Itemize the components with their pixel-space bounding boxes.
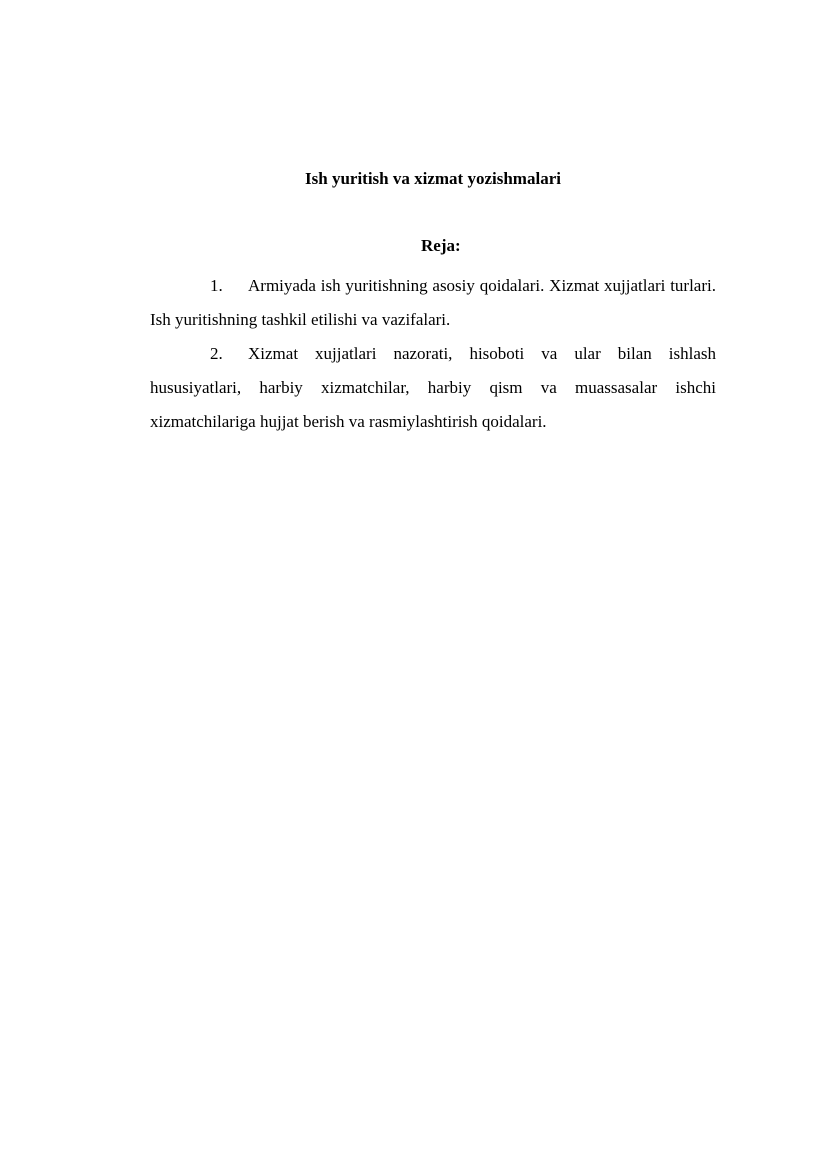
- plan-list: [150, 269, 716, 439]
- plan-item-text: Armiyada ish yuritishning asosiy qoidalari. Xizmat xujjatlari turlari. Ish yuritishning tashkil etilishi va vazifalari.: [150, 276, 716, 329]
- plan-item-1: [150, 269, 716, 337]
- plan-heading: Reja:: [421, 236, 461, 255]
- plan-item-2: [150, 337, 716, 439]
- plan-item-number: 1.: [210, 276, 223, 295]
- plan-item-text: Xizmat xujjatlari nazorati, hisoboti va ular bilan ishlash hususiyatlari, harbiy xizmatchilar, harbiy qism va muassasalar ishchi xizmatchilariga hujjat berish va rasmiylashtirish qoidalari.: [150, 344, 716, 431]
- plan-item-number: 2.: [210, 344, 223, 363]
- document-title: Ish yuritish va xizmat yozishmalari: [305, 169, 561, 188]
